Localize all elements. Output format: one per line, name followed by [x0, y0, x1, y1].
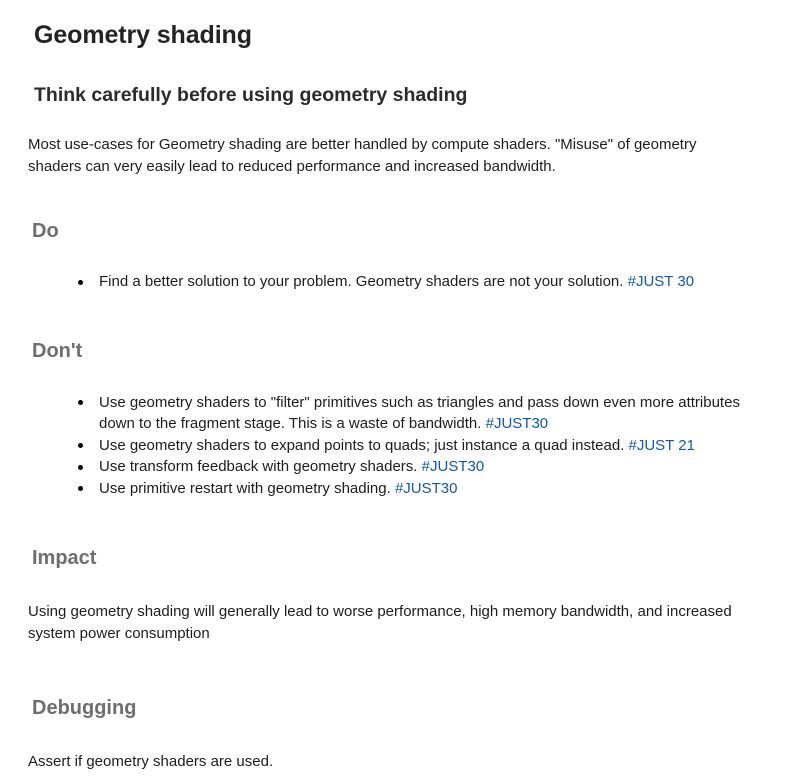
intro-paragraph: Most use-cases for Geometry shading are better handled by compute shaders. "Misuse" of geometry shaders can very easily lead to reduced performance and increased bandwidth. — [28, 136, 697, 175]
do-list — [28, 243, 750, 293]
impact-paragraph: Using geometry shading will generally lead to worse performance, high memory bandwidth, and increased system power consumption — [28, 603, 732, 642]
list-item — [78, 271, 750, 293]
reference-link[interactable]: #JUST30 — [394, 479, 458, 497]
bullet-point-icon — [78, 280, 83, 285]
list-item-text: Use primitive restart with geometry shading. — [99, 479, 395, 497]
bullet-point-icon — [78, 400, 83, 405]
reference-link[interactable]: #JUST30 — [421, 458, 485, 475]
list-item — [78, 478, 750, 500]
section-heading-dont: Don't — [32, 339, 83, 362]
list-item — [78, 456, 750, 478]
bullet-point-icon — [78, 486, 83, 491]
list-item-text: Use geometry shaders to expand points to quads; just instance a quad instead. — [99, 436, 629, 454]
list-item — [78, 435, 750, 457]
list-item-text: Use geometry shaders to "filter" primitives such as triangles and pass down even more attributes down to the fragment stage. This is a waste of bandwidth. — [99, 393, 740, 432]
reference-link[interactable]: #JUST 21 — [628, 436, 695, 454]
section-heading-debugging: Debugging — [32, 697, 137, 719]
list-item-text: Use transform feedback with geometry shaders. — [99, 458, 422, 475]
bullet-point-icon — [78, 443, 83, 448]
section-heading-do: Do — [32, 220, 59, 242]
debugging-paragraph: Assert if geometry shaders are used. — [28, 753, 274, 770]
section-heading-impact: Impact — [32, 547, 97, 569]
list-item — [78, 392, 750, 435]
dont-list — [28, 363, 750, 500]
reference-link[interactable]: #JUST30 — [485, 415, 549, 432]
bullet-point-icon — [78, 465, 83, 470]
list-item-text: Find a better solution to your problem. Geometry shaders are not your solution. — [99, 273, 628, 290]
page-title: Geometry shading — [34, 21, 252, 49]
reference-link[interactable]: #JUST 30 — [627, 273, 695, 290]
page-subtitle: Think carefully before using geometry shading — [34, 84, 468, 106]
